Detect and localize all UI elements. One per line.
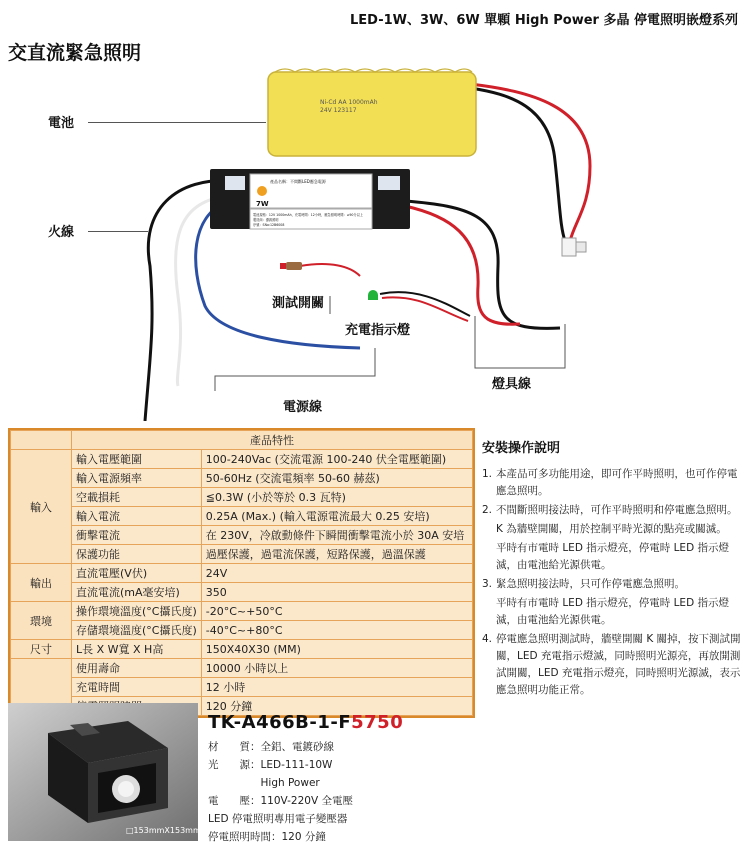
battery-callout-line xyxy=(88,122,266,123)
module-spec-line-3: 序號：SNo:12B6008 xyxy=(253,223,285,227)
spec-value: 0.25A (Max.) (輸入電源電流最大 0.25 安培) xyxy=(201,507,472,526)
spec-table-body xyxy=(11,431,473,716)
model-suffix: 5750 xyxy=(351,712,404,733)
spec-row xyxy=(11,450,473,469)
spec-row xyxy=(11,564,473,583)
test-switch xyxy=(280,262,302,270)
install-step xyxy=(482,466,744,500)
product-spec-line: High Power xyxy=(208,777,320,789)
series-title: LED-1W、3W、6W 單顆 High Power 多晶 停電照明嵌燈系列 xyxy=(350,13,738,28)
module-title: 產品名稱：不間斷LED應急電源 xyxy=(270,179,326,184)
install-step xyxy=(482,631,744,699)
spec-value: 12 小時 xyxy=(201,678,472,697)
product-specs xyxy=(208,738,353,846)
install-step-text: 停電應急照明測試時，牆壁開關 K 關掉，按下測試開關，LED 充電指示燈滅，同時照明光源亮，再放開測試開關，LED 充電指示燈亮，同時照明光源滅，表示應急照明功能正常。 xyxy=(496,633,741,696)
spec-value: 在 230V，冷啟動條件下瞬間衝擊電流小於 30A 安培 xyxy=(201,526,472,545)
spec-label: 保護功能 xyxy=(72,545,202,564)
install-step xyxy=(482,502,744,519)
spec-label: 充電時間 xyxy=(72,678,202,697)
install-step-number: 1. xyxy=(482,468,493,480)
spec-value: 350 xyxy=(201,583,472,602)
size-caption: □153mmX153mm xyxy=(126,826,201,835)
spec-value: 100-240Vac (交流電源 100-240 伏全電壓範圍) xyxy=(201,450,472,469)
spec-group-label: 環境 xyxy=(11,602,72,640)
install-step xyxy=(482,576,744,593)
spec-row xyxy=(11,678,473,697)
spec-label: 空載損耗 xyxy=(72,488,202,507)
model-number xyxy=(208,712,403,733)
spec-row xyxy=(11,545,473,564)
spec-group-label: 輸入 xyxy=(11,450,72,564)
indicator-wire xyxy=(380,292,470,316)
install-list xyxy=(482,466,744,699)
install-step-note: 平時有市電時 LED 指示燈亮，停電時 LED 指示燈滅，由電池給光源供電。 xyxy=(496,542,729,571)
product-photo xyxy=(8,703,198,841)
lamp-black-wire xyxy=(405,201,560,328)
install-title: 安裝操作說明 xyxy=(482,441,561,456)
lamp-red-wire xyxy=(405,206,520,324)
product-spec-line: 材 質：全鋁、電鍍砂線 xyxy=(208,741,334,753)
spec-label: 存儲環境溫度(°C攝氏度) xyxy=(72,621,202,640)
module-wattage: 7W xyxy=(256,200,269,208)
spec-label: 輸入電源頻率 xyxy=(72,469,202,488)
spec-label: 使用壽命 xyxy=(72,659,202,678)
install-step-number: 2. xyxy=(482,504,493,516)
driver-module xyxy=(210,169,410,229)
battery-connector xyxy=(562,238,586,256)
install-step-note: 平時有市電時 LED 指示燈亮，停電時 LED 指示燈滅，由電池給光源供電。 xyxy=(496,597,729,626)
switch-wire xyxy=(300,264,360,276)
spec-row xyxy=(11,583,473,602)
spec-label: 直流電壓(V伏) xyxy=(72,564,202,583)
power-wire-bracket xyxy=(215,348,375,391)
battery-label: 電池 xyxy=(48,116,75,131)
spec-row xyxy=(11,640,473,659)
lamp-wire-label: 燈具線 xyxy=(492,377,532,392)
lamp-wire-bracket xyxy=(475,316,565,368)
product-spec-line: 停電照明時間：120 分鐘 xyxy=(208,831,326,843)
fire-wire-callout-line xyxy=(88,231,148,232)
spec-row xyxy=(11,602,473,621)
module-spec-line-2: 製造商：優源照明 xyxy=(253,218,279,222)
spec-row xyxy=(11,659,473,678)
spec-row xyxy=(11,488,473,507)
spec-row xyxy=(11,621,473,640)
spec-label: 輸入電流 xyxy=(72,507,202,526)
spec-value: 50-60Hz (交流電頻率 50-60 赫茲) xyxy=(201,469,472,488)
spec-row xyxy=(11,507,473,526)
power-wire-label: 電源線 xyxy=(283,400,323,415)
spec-value: 10000 小時以上 xyxy=(201,659,472,678)
spec-value: ≦0.3W (小於等於 0.3 瓦特) xyxy=(201,488,472,507)
battery-pack xyxy=(268,69,476,156)
battery-print-1: Ni-Cd AA 1000mAh xyxy=(320,99,378,106)
product-spec-line: LED 停電照明專用電子變壓器 xyxy=(208,813,348,825)
spec-label: 操作環境溫度(°C攝氏度) xyxy=(72,602,202,621)
charge-indicator-label: 充電指示燈 xyxy=(345,323,411,338)
spec-value: -20°C~+50°C xyxy=(201,602,472,621)
battery-print-2: 24V 123117 xyxy=(320,107,357,114)
fire-wire-label: 火線 xyxy=(48,225,75,240)
spec-group-label: 輸出 xyxy=(11,564,72,602)
battery-black-wire xyxy=(470,88,565,241)
spec-header-blank xyxy=(11,431,72,450)
spec-label: L長 X W寬 X H高 xyxy=(72,640,202,659)
downlight-illustration xyxy=(8,703,198,841)
install-instructions xyxy=(482,437,744,701)
install-step-text: 本產品可多功能用途，即可作平時照明，也可作停電應急照明。 xyxy=(496,468,738,497)
spec-label: 衝擊電流 xyxy=(72,526,202,545)
spec-value: 120 分鐘 xyxy=(201,697,472,716)
install-step-number: 4. xyxy=(482,633,493,645)
spec-header: 產品特性 xyxy=(72,431,473,450)
install-step-text: 緊急照明接法時，只可作停電應急照明。 xyxy=(496,578,685,590)
product-spec-line: 電 壓：110V-220V 全電壓 xyxy=(208,795,353,807)
module-spec-line-1: 電池規格：12V 1000mAh，充電時間：12小時，應急照明時間：≥90分以上 xyxy=(253,213,363,217)
spec-group-label: 尺寸 xyxy=(11,640,72,659)
spec-value: -40°C~+80°C xyxy=(201,621,472,640)
spec-label: 直流電流(mA毫安培) xyxy=(72,583,202,602)
wiring-diagram xyxy=(0,66,750,421)
spec-label: 輸入電壓範圍 xyxy=(72,450,202,469)
spec-value: 24V xyxy=(201,564,472,583)
spec-header-row xyxy=(11,431,473,450)
install-step-text: 不間斷照明接法時，可作平時照明和停電應急照明。 xyxy=(496,504,738,516)
spec-row xyxy=(11,469,473,488)
product-spec-line: 光 源：LED-111-10W xyxy=(208,759,333,771)
page-title: 交直流緊急照明 xyxy=(8,42,142,64)
install-step-note: K 為牆壁開關，用於控制平時光源的點亮或關滅。 xyxy=(496,523,727,535)
wiring-illustration xyxy=(0,66,750,421)
spec-table xyxy=(8,428,475,718)
install-step-number: 3. xyxy=(482,578,493,590)
test-switch-label: 測試開關 xyxy=(272,296,325,311)
spec-value: 150X40X30 (MM) xyxy=(201,640,472,659)
model-prefix: TK-A466B-1-F xyxy=(208,712,352,733)
spec-row xyxy=(11,526,473,545)
spec-value: 過壓保護，過電流保護，短路保護，過溫保護 xyxy=(201,545,472,564)
charge-indicator-led xyxy=(368,290,378,300)
